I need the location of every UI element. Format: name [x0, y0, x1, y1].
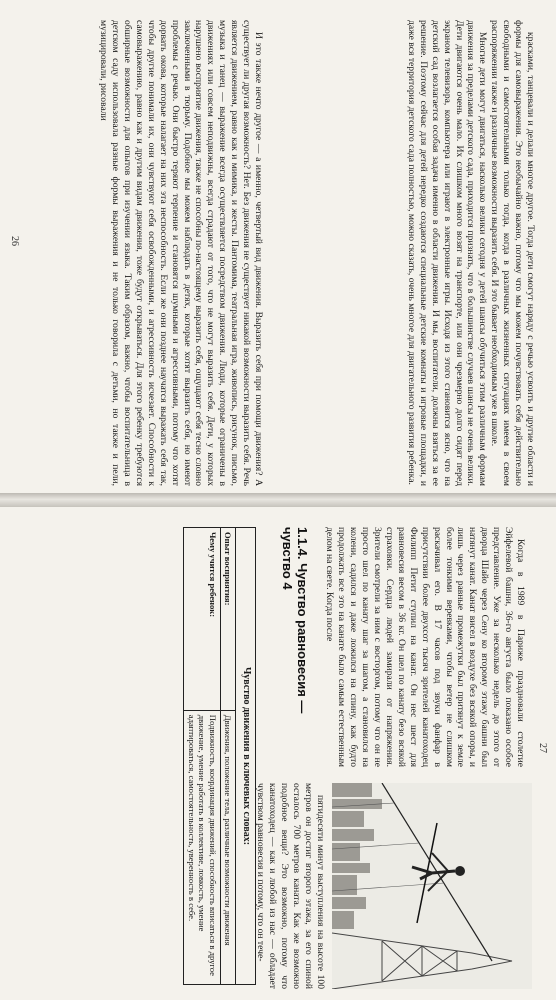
- page-number-26: 26: [9, 236, 20, 246]
- paragraph: Когда в 1989 в Париже праздновали столетие Эйфелевой башни, 36-го августа было показано особое представление. Уже за несколько недель до этого от дворца Шайо через Сену ко второму этажу башни был натянут канат. Канат висел в воздухе без всякой опоры, и лишь через равные промежутки был притянут к земле более тонкими веревками, чтобы ветер не слишком раскачивал его. В 17 часов под звуки фанфар в присутствии более двухсот тысяч зрителей канатоходец Филипп Петит ступил на канат. Он нес шест для равновесия весом в 36 кг. Он шел по канату безо всякой страховки. Сердца людей замирали от напряжения. Зрители смотрели за ним с восторгом, потому что он не просто шел по канату шаг за шагом, а становился на колени, садился и даже ложился на спину, как будто продолжать все это на канате было самым естественным делом на свете. Когда после: [324, 527, 526, 767]
- table-cell-body: Движения, положение тела, различные возможности движения: [221, 710, 237, 984]
- page-26: [0, 0, 556, 493]
- table-cell-head: Опыт восприятия:: [221, 528, 237, 711]
- table-row: [184, 528, 221, 985]
- keywords-table: [184, 527, 257, 985]
- table-cell-body: Подвижность, координация движений, способность вписаться в другое движение, умение работать в коллективе, ловкость, умение адаптироваться, самостоятельность, уверенность в себе.: [184, 710, 221, 984]
- paragraph: красками, танцевали и делали многое другое. Тогда дети смогут наряду с речью усвоить и другие области и формы для самовыражения. Это необычайно важно, потому что мы можем почувствовать себя действительно свободными и самостоятельными только тогда, когда в различных жизненных ситуациях имеем в своем распоряжении также и различные возможности выразить себя. И это бывает необходимым уже в школе.: [489, 20, 536, 486]
- table-cell-head: Чему учится ребенок:: [184, 528, 221, 711]
- text-column-2: [274, 20, 536, 486]
- keywords-table-title: Чувство движения в ключевых словах:: [236, 528, 256, 985]
- tightrope-walker-illustration: [332, 783, 532, 989]
- text-column-2: [255, 783, 326, 989]
- book-gutter: [0, 493, 556, 507]
- paragraph: Многие дети могут двигаться, насколько велики сегодня у детей шансы обучиться этим различным формам движения за пределами детского сада, приходится признать, что в большинстве случаев шансы не очень велики. Дети двигаются очень мало. Их слишком много возят на транспорте, или они чрезмерно долго сидят перед экраном телевизора, компьютера или играют в электронные игры. Исходя из этого становится ясно, что на детский сад возлагается особая задача именно в области движения. И мы, воспитатели, должны взяться за ее решение. Поэтому сейчас для детей нередко создаются специальные детские комнаты и игровые площадки, и даже вся территория детского сада полностью, можно сказать, очень многое для двигательного развития ребенка.: [405, 20, 489, 486]
- paragraph: И это также нечто другое — а именно, четвертый вид движения. Выразить себя при помощи движения? А существует ли другая возможность? Нет. Без движения не существует никакой возможности выразить себя. Речь является движением, равно как и мимика, и жесты. Пантомима, театральная игра, живопись, рисунок, письмо, музыка и танец — выражение всегда осуществляется посредством движения. Люди, которые ограничены в движениях или совсем неподвижны, всегда страдают от того, что не могут выразить себя. Дети, у которых нарушено восприятие движения, также не способны по-настоящему выразить себя, ощущают себя тесно словно заключенными в тюрьму. Подобное мы можем наблюдать в детях, которые хотят выразить себя, но имеют проблемы с речью. Они быстро теряют терпение и становятся шумными и агрессивными, потому что хотят дорвать окова, которые налагает на них эта неспособность. Если же они позднее научатся выражать себя так, чтобы другие понимали их, они чувствуют себя освобожденными, и агрессивность исчезает. Способности к самовыражению, равно как и другим видам движения, тоже будут открываться. Для этого ребенку требуются обширные возможности для опытов при изучении языка. Таким образом, важно, чтобы воспитательница в детском саду использовала разные формы выражения и не только говорила с детьми, но также и пели, музицировали, рисовали: [98, 20, 264, 486]
- page-27: [0, 507, 556, 1000]
- text-column-1: [24, 20, 264, 486]
- paragraph: пятидесяти минут выступления на высоте 100 метров он достиг второго этажа, за его спиной осталось 700 метров каната. Как же возможно подобное вещи? Это возможно, потому что канатоходец — как и любой из нас — обладает чувством равновесия и потому, что он тече-: [255, 783, 326, 989]
- section-title: 1.1.4. Чувство равновесия — чувство 4: [280, 527, 310, 714]
- page-27-content: [0, 507, 556, 1000]
- page-number-27: 27: [537, 743, 548, 753]
- page-26-content: [0, 0, 556, 493]
- text-column-1: [316, 527, 526, 767]
- table-row: [221, 528, 237, 985]
